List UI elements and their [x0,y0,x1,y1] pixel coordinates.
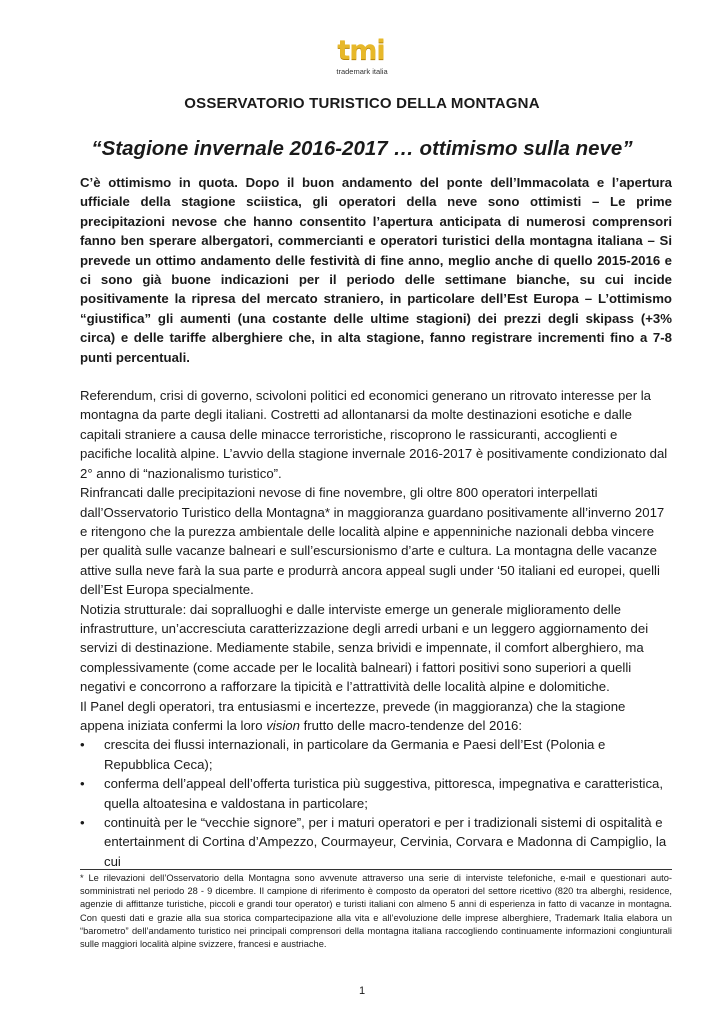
panel-intro-paragraph [80,697,672,736]
logo-mark: tmi [337,35,385,66]
bullet-icon: • [80,815,85,830]
page-number: 1 [358,985,366,997]
company-logo [327,36,397,82]
lead-paragraph: C’è ottimismo in quota. Dopo il buon andamento del ponte dell’Immacolata e l’apertura ufficiale della stagione sciistica, gli operatori della neve sono ottimisti – Le prime precipitazioni nevose che hanno consentito l’apertura anticipata di numerosi comprensori fanno ben sperare albergatori, commercianti e operatori turistici della montagna italiana – Si prevede un ottimo andamento delle festività di fine anno, meglio anche di quello 2015-2016 e ci sono già buone indicazioni per il periodo delle settimane bianche, su cui incide positivamente la ripresa del mercato straniero, in particolare dell’Est Europa – L’ottimismo “giustifica” gli aumenti (una costante delle ultime stagioni) dei prezzi degli skipass (+3% circa) e delle tariffe alberghiere che, in alta stagione, fanno registrare incrementi fino a 7-8 punti percentuali. [80,175,672,365]
panel-intro-text-end: frutto delle macro-tendenze del 2016: [299,717,523,733]
list-item-text: crescita dei flussi internazionali, in particolare da Germania e Paesi dell’Est (Polonia e Repubblica Ceca); [104,737,606,772]
list-item-text: conferma dell’appeal dell’offerta turistica più suggestiva, pittoresca, impegnativa e caratteristica, quella altoatesina e valdostana in particolare; [104,776,664,811]
document-body [80,173,672,871]
document-subtitle: “Stagione invernale 2016-2017 … ottimismo sulla neve” [91,137,633,160]
footnote: * Le rilevazioni dell’Osservatorio della Montagna sono avvenute attraverso una serie di interviste telefoniche, e-mail e questionari auto-somministrati nel periodo 28 - 9 dicembre. Il campione di riferimento è composto da operatori del settore ricettivo (820 tra alberghi, residence, agenzie di affittanze turistiche, piccoli e grandi tour operator) e turisti italiani con almeno 5 anni di esperienza in fatto di vacanze in montagna. Con questi dati e grazie alla sua storica compartecipazione alla vita e all’evoluzione delle imprese alberghiere, Trademark Italia elabora un “barometro” dell’andamento turistico nei principali comprensori della montagna italiana raccogliendo continuamente informazioni congiunturali sulle maggiori località alpine svizzere, francesi e austriache. [80,873,672,950]
bullet-icon: • [80,776,85,792]
bullet-icon: • [80,737,85,753]
logo-tagline: trademark italia [336,67,388,76]
trend-list [80,735,672,871]
vision-emphasis: vision [266,717,300,733]
document-heading: OSSERVATORIO TURISTICO DELLA MONTAGNA [184,95,540,112]
list-item [80,774,672,813]
list-item [80,813,672,871]
body-paragraph: Rinfrancati dalle precipitazioni nevose di fine novembre, gli oltre 800 operatori interpellati dall’Osservatorio Turistico della Montagna* in maggioranza guardano positivamente all’inverno 2017 e ritengono che la purezza ambientale delle località alpine e appenniniche nazionali debba vincere per qualità sulle vacanze balneari e sull’escursionismo d’arte e cultura. La montagna delle vacanze attive sulla neve farà la sua parte e produrrà ancora appeal sugli under ‘50 italiani ed europei, quelli dell’Est Europa specialmente. [80,485,665,598]
body-paragraph: Referendum, crisi di governo, scivoloni politici ed economici generano un ritrovato interesse per la montagna da parte degli italiani. Costretti ad allontanarsi da molte destinazioni esotiche e dalle capitali straniere a causa delle minacce terroristiche, riscoprono le rassicuranti, accoglienti e pacifiche località alpine. L’avvio della stagione invernale 2016-2017 è positivamente condizionato dal 2° anno di “nazionalismo turistico”. [80,388,668,481]
list-item [80,735,672,774]
panel-intro-text: Il Panel degli operatori, tra entusiasmi e incertezze, prevede (in maggioranza) che la stagione appena iniziata confermi la loro [80,698,626,733]
footnote-divider [80,869,672,870]
list-item-text: continuità per le “vecchie signore”, per i maturi operatori e per i tradizionali sistemi di ospitalità e entertainment di Cortina d’Ampezzo, Courmayeur, Cervinia, Corvara e Madonna di Campiglio, la cui [104,815,667,869]
body-paragraph: Notizia strutturale: dai sopralluoghi e dalle interviste emerge un generale miglioramento delle infrastrutture, un’accresciuta caratterizzazione degli arredi urbani e un leggero aggiornamento dei servizi di destinazione. Mediamente stabile, senza brividi e impennate, il comfort alberghiero, ma complessivamente (come accade per le località balneari) i fattori positivi sono superiori a quelli negativi e concorrono a rafforzare la tipicità e l’attrattività delle località alpine e dolomitiche. [80,601,649,695]
